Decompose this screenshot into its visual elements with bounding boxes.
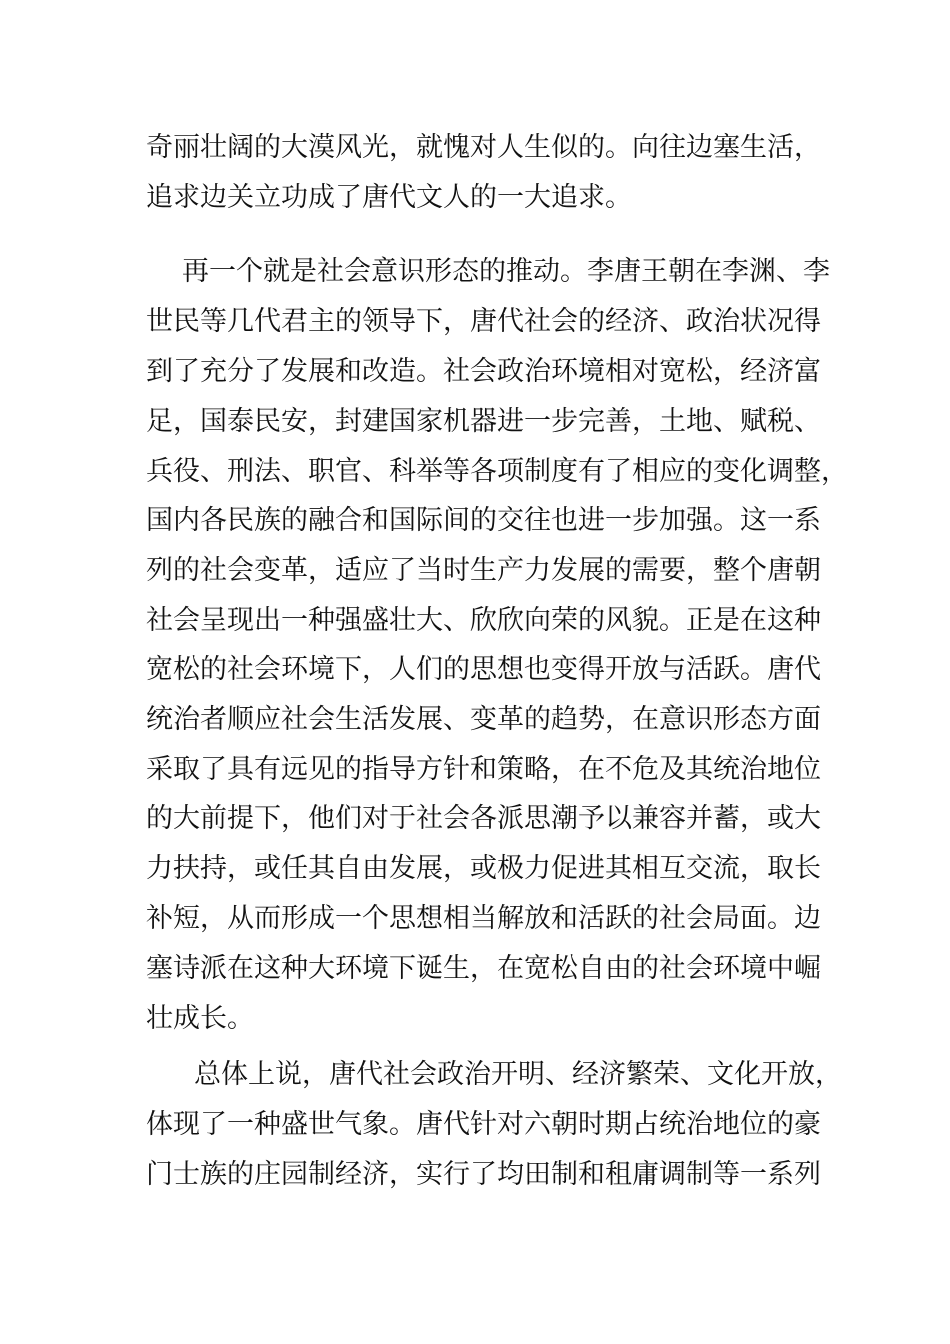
text-line: 列的社会变革，适应了当时生产力发展的需要，整个唐朝 bbox=[146, 555, 821, 586]
text-line: 力扶持，或任其自由发展，或极力促进其相互交流，取长 bbox=[146, 853, 821, 884]
text-line: 国内各民族的融合和国际间的交往也进一步加强。这一系 bbox=[146, 505, 821, 536]
text-line: 社会呈现出一种强盛壮大、欣欣向荣的风貌。正是在这种 bbox=[146, 605, 821, 636]
text-line: 塞诗派在这种大环境下诞生，在宽松自由的社会环境中崛 bbox=[146, 953, 821, 984]
paragraph-first-line: 再一个就是社会意识形态的推动。李唐王朝在李渊、李 bbox=[182, 256, 830, 287]
text-line: 门士族的庄园制经济，实行了均田制和租庸调制等一系列 bbox=[146, 1159, 821, 1190]
paragraph-first-line: 总体上说，唐代社会政治开明、经济繁荣、文化开放， bbox=[194, 1059, 842, 1090]
text-line: 奇丽壮阔的大漠风光，就愧对人生似的。向往边塞生活， bbox=[146, 132, 821, 163]
text-line: 体现了一种盛世气象。唐代针对六朝时期占统治地位的豪 bbox=[146, 1109, 821, 1140]
text-line: 壮成长。 bbox=[146, 1003, 254, 1034]
text-line: 的大前提下，他们对于社会各派思潮予以兼容并蓄，或大 bbox=[146, 803, 821, 834]
text-line: 兵役、刑法、职官、科举等各项制度有了相应的变化调整， bbox=[146, 456, 848, 487]
text-line: 到了充分了发展和改造。社会政治环境相对宽松，经济富 bbox=[146, 356, 821, 387]
text-line: 统治者顺应社会生活发展、变革的趋势，在意识形态方面 bbox=[146, 704, 821, 735]
text-line: 采取了具有远见的指导方针和策略，在不危及其统治地位 bbox=[146, 754, 821, 785]
text-line: 宽松的社会环境下，人们的思想也变得开放与活跃。唐代 bbox=[146, 654, 821, 685]
text-line: 补短，从而形成一个思想相当解放和活跃的社会局面。边 bbox=[146, 903, 821, 934]
text-line: 世民等几代君主的领导下，唐代社会的经济、政治状况得 bbox=[146, 306, 821, 337]
text-line: 足，国泰民安，封建国家机器进一步完善，土地、赋税、 bbox=[146, 406, 821, 437]
text-line: 追求边关立功成了唐代文人的一大追求。 bbox=[146, 182, 632, 213]
